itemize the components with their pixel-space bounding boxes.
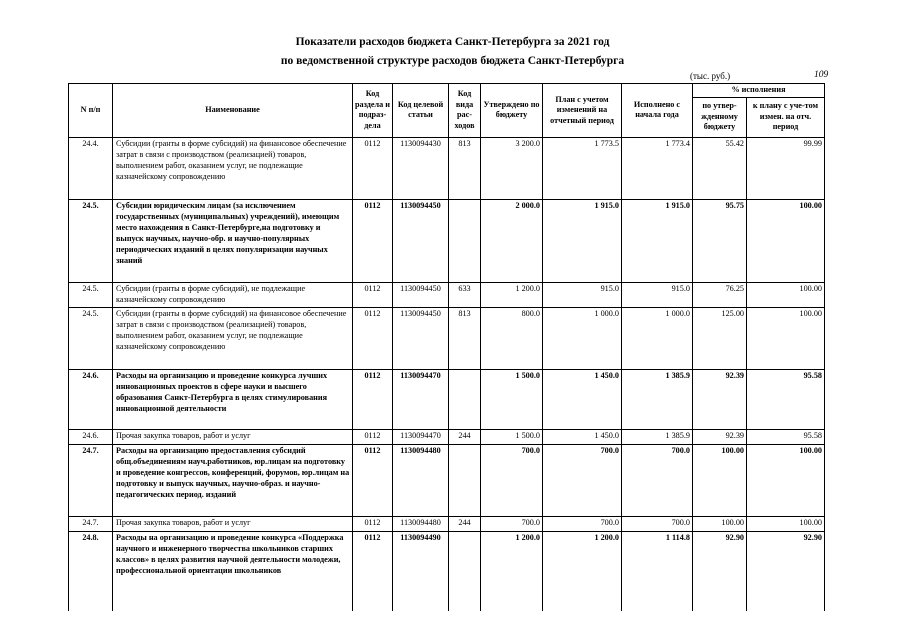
row-name: Расходы на организацию и проведение конкурса лучших инновационных проектов в сфере науки и высшего образования Санкт-Петербурга в целях стимулирования инновационной деятельности xyxy=(113,369,353,429)
row-type-code xyxy=(449,531,481,611)
row-type-code: 244 xyxy=(449,516,481,531)
row-name: Расходы на организацию и проведение конкурса «Поддержка научного и инженерного творчества школьников старших классов» в целях развития научной деятельности молодежи, профессиональной ориентации школьников xyxy=(113,531,353,611)
row-pct-plan: 100.00 xyxy=(747,307,825,369)
row-target-code: 1130094480 xyxy=(393,516,449,531)
row-pct-approved: 125.00 xyxy=(693,307,747,369)
row-pct-approved: 76.25 xyxy=(693,282,747,307)
row-pct-plan: 100.00 xyxy=(747,199,825,282)
row-plan: 700.0 xyxy=(543,516,622,531)
row-section-code: 0112 xyxy=(353,429,393,444)
row-plan: 700.0 xyxy=(543,444,622,516)
col-header-approved: Утверждено по бюджету xyxy=(481,84,543,138)
row-type-code: 244 xyxy=(449,429,481,444)
row-executed: 1 385.9 xyxy=(622,369,693,429)
row-name: Субсидии (гранты в форме субсидий), не подлежащие казначейскому сопровождению xyxy=(113,282,353,307)
row-pct-plan: 99.99 xyxy=(747,137,825,199)
row-executed: 700.0 xyxy=(622,516,693,531)
col-header-num: N п/п xyxy=(69,84,113,138)
row-pct-plan: 95.58 xyxy=(747,369,825,429)
row-pct-plan: 100.00 xyxy=(747,444,825,516)
table-row xyxy=(69,282,825,307)
row-pct-approved: 92.90 xyxy=(693,531,747,611)
row-target-code: 1130094490 xyxy=(393,531,449,611)
row-plan: 1 915.0 xyxy=(543,199,622,282)
row-pct-approved: 100.00 xyxy=(693,444,747,516)
row-section-code: 0112 xyxy=(353,137,393,199)
row-executed: 1 000.0 xyxy=(622,307,693,369)
row-type-code xyxy=(449,199,481,282)
row-type-code xyxy=(449,444,481,516)
row-target-code: 1130094480 xyxy=(393,444,449,516)
col-header-target: Код целевой статьи xyxy=(393,84,449,138)
row-name: Прочая закупка товаров, работ и услуг xyxy=(113,516,353,531)
row-name: Субсидии (гранты в форме субсидий) на финансовое обеспечение затрат в связи с производством (реализацией) товаров, выполнением работ, оказанием услуг, не подлежащие казначейскому сопровождению xyxy=(113,307,353,369)
row-section-code: 0112 xyxy=(353,444,393,516)
budget-table xyxy=(68,83,825,611)
table-row xyxy=(69,531,825,611)
row-pct-approved: 95.75 xyxy=(693,199,747,282)
row-section-code: 0112 xyxy=(353,307,393,369)
row-plan: 1 000.0 xyxy=(543,307,622,369)
row-approved: 1 500.0 xyxy=(481,429,543,444)
row-type-code: 633 xyxy=(449,282,481,307)
row-target-code: 1130094470 xyxy=(393,429,449,444)
col-header-pct-plan: к плану с уче-том измен. на отч. период xyxy=(747,97,825,137)
table-row xyxy=(69,429,825,444)
row-executed: 1 114.8 xyxy=(622,531,693,611)
row-executed: 1 915.0 xyxy=(622,199,693,282)
table-row xyxy=(69,516,825,531)
row-plan: 915.0 xyxy=(543,282,622,307)
row-target-code: 1130094450 xyxy=(393,199,449,282)
row-type-code: 813 xyxy=(449,307,481,369)
row-approved: 1 500.0 xyxy=(481,369,543,429)
row-num: 24.6. xyxy=(69,369,113,429)
row-num: 24.7. xyxy=(69,516,113,531)
row-executed: 1 385.9 xyxy=(622,429,693,444)
row-pct-plan: 95.58 xyxy=(747,429,825,444)
row-plan: 1 200.0 xyxy=(543,531,622,611)
row-plan: 1 450.0 xyxy=(543,369,622,429)
units-label: (тыс. руб.) xyxy=(690,71,731,81)
row-name: Субсидии (гранты в форме субсидий) на финансовое обеспечение затрат в связи с производством (реализацией) товаров, выполнением работ, оказанием услуг, не подлежащие казначейскому сопровождению xyxy=(113,137,353,199)
row-num: 24.8. xyxy=(69,531,113,611)
col-header-executed: Исполнено с начала года xyxy=(622,84,693,138)
row-pct-approved: 100.00 xyxy=(693,516,747,531)
row-approved: 700.0 xyxy=(481,444,543,516)
page-number: 109 xyxy=(814,70,829,80)
row-approved: 3 200.0 xyxy=(481,137,543,199)
row-target-code: 1130094450 xyxy=(393,282,449,307)
col-header-pct-group: % исполнения xyxy=(693,84,825,98)
row-section-code: 0112 xyxy=(353,282,393,307)
row-executed: 700.0 xyxy=(622,444,693,516)
row-pct-plan: 92.90 xyxy=(747,531,825,611)
table-row xyxy=(69,369,825,429)
row-section-code: 0112 xyxy=(353,516,393,531)
col-header-plan: План с учетом изменений на отчетный период xyxy=(543,84,622,138)
row-pct-plan: 100.00 xyxy=(747,516,825,531)
col-header-section: Код раздела и подраз-дела xyxy=(353,84,393,138)
col-header-name: Наименование xyxy=(113,84,353,138)
row-pct-approved: 55.42 xyxy=(693,137,747,199)
row-section-code: 0112 xyxy=(353,531,393,611)
row-pct-approved: 92.39 xyxy=(693,369,747,429)
document-title: Показатели расходов бюджета Санкт-Петербурга за 2021 год xyxy=(295,36,610,48)
row-target-code: 1130094430 xyxy=(393,137,449,199)
row-approved: 1 200.0 xyxy=(481,531,543,611)
row-name: Прочая закупка товаров, работ и услуг xyxy=(113,429,353,444)
row-type-code: 813 xyxy=(449,137,481,199)
row-approved: 2 000.0 xyxy=(481,199,543,282)
row-section-code: 0112 xyxy=(353,369,393,429)
row-approved: 800.0 xyxy=(481,307,543,369)
row-pct-plan: 100.00 xyxy=(747,282,825,307)
document-subtitle: по ведомственной структуре расходов бюджета Санкт-Петербурга xyxy=(280,55,625,67)
row-num: 24.5. xyxy=(69,282,113,307)
col-header-type: Код вида рас-ходов xyxy=(449,84,481,138)
row-name: Субсидии юридическим лицам (за исключением государственных (муниципальных) учреждений), имеющим место нахождения в Санкт-Петербурге,на подготовку и выпуск научных, научно-обр. и научно-популярных периодических изданий в целях популяризации научных знаний xyxy=(113,199,353,282)
row-num: 24.6. xyxy=(69,429,113,444)
row-target-code: 1130094450 xyxy=(393,307,449,369)
row-approved: 700.0 xyxy=(481,516,543,531)
row-num: 24.5. xyxy=(69,199,113,282)
row-num: 24.4. xyxy=(69,137,113,199)
row-approved: 1 200.0 xyxy=(481,282,543,307)
row-type-code xyxy=(449,369,481,429)
row-executed: 1 773.4 xyxy=(622,137,693,199)
row-num: 24.7. xyxy=(69,444,113,516)
table-row xyxy=(69,307,825,369)
table-row xyxy=(69,199,825,282)
row-num: 24.5. xyxy=(69,307,113,369)
row-pct-approved: 92.39 xyxy=(693,429,747,444)
row-executed: 915.0 xyxy=(622,282,693,307)
col-header-pct-approved: по утвер-жденному бюджету xyxy=(693,97,747,137)
row-target-code: 1130094470 xyxy=(393,369,449,429)
row-plan: 1 450.0 xyxy=(543,429,622,444)
row-section-code: 0112 xyxy=(353,199,393,282)
row-name: Расходы на организацию предоставления субсидий общ.объединениям науч.работников, юр.лицам на подготовку и проведение конгрессов, конференций, форумов, юр.лицам на подготовку и выпуск научных, научно-образ. и научно-педагогических период. изданий xyxy=(113,444,353,516)
table-row xyxy=(69,444,825,516)
row-plan: 1 773.5 xyxy=(543,137,622,199)
table-row xyxy=(69,137,825,199)
